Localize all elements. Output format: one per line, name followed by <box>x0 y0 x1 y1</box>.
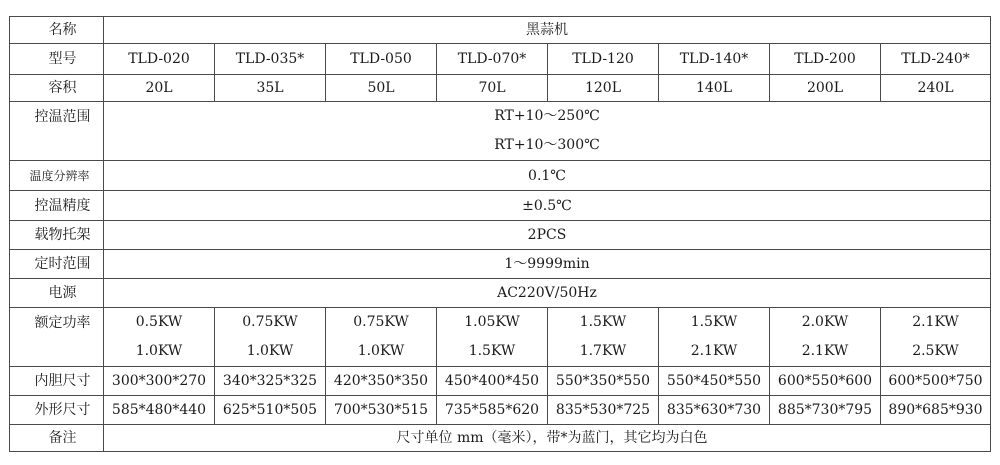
row-inner-size <box>10 367 991 396</box>
outer-size-cell: 835*630*730 <box>659 396 770 425</box>
capacity-cell: 240L <box>881 75 991 102</box>
inner-size-cell: 550*350*550 <box>548 367 659 396</box>
outer-size-cell: 625*510*505 <box>215 396 326 425</box>
temp-accuracy-value: ±0.5℃ <box>104 191 991 221</box>
capacity-cell: 35L <box>215 75 326 102</box>
rated-power-high: 1.7KW <box>579 343 627 359</box>
label-remarks: 备注 <box>10 425 104 452</box>
rated-power-low: 2.1KW <box>912 314 959 330</box>
row-power <box>10 279 991 308</box>
row-outer-size <box>10 396 991 425</box>
rated-power-high: 1.0KW <box>357 343 405 359</box>
rated-power-cell <box>659 308 770 367</box>
label-name: 名称 <box>10 17 104 44</box>
row-temp-accuracy <box>10 191 991 221</box>
label-power: 电源 <box>10 279 104 308</box>
capacity-cell: 20L <box>104 75 215 102</box>
outer-size-cell: 585*480*440 <box>104 396 215 425</box>
capacity-cell: 120L <box>548 75 659 102</box>
outer-size-cell: 890*685*930 <box>881 396 991 425</box>
row-rated-power <box>10 308 991 367</box>
model-cell: TLD-035* <box>215 44 326 75</box>
label-model: 型号 <box>10 44 104 75</box>
rated-power-low: 0.75KW <box>242 314 298 330</box>
row-timer <box>10 250 991 279</box>
label-temp-accuracy: 控温精度 <box>10 191 104 221</box>
rated-power-low: 1.5KW <box>690 314 738 330</box>
temp-range-cell <box>104 102 991 161</box>
rated-power-high: 1.5KW <box>468 343 516 359</box>
inner-size-cell: 550*450*550 <box>659 367 770 396</box>
row-capacity <box>10 75 991 102</box>
row-remarks <box>10 425 991 452</box>
capacity-cell: 70L <box>437 75 548 102</box>
rated-power-low: 0.75KW <box>353 314 409 330</box>
rated-power-low: 1.05KW <box>464 314 520 330</box>
outer-size-cell: 835*530*725 <box>548 396 659 425</box>
rated-power-cell <box>326 308 437 367</box>
label-temp-resolution: 温度分辨率 <box>10 161 104 191</box>
inner-size-cell: 450*400*450 <box>437 367 548 396</box>
rated-power-cell <box>104 308 215 367</box>
label-inner-size: 内胆尺寸 <box>10 367 104 396</box>
rated-power-low: 1.5KW <box>579 314 627 330</box>
outer-size-cell: 735*585*620 <box>437 396 548 425</box>
rated-power-cell <box>770 308 881 367</box>
rated-power-high: 2.1KW <box>690 343 738 359</box>
label-shelf: 载物托架 <box>10 221 104 250</box>
inner-size-cell: 600*500*750 <box>881 367 991 396</box>
inner-size-cell: 340*325*325 <box>215 367 326 396</box>
capacity-cell: 200L <box>770 75 881 102</box>
spec-table <box>9 16 991 452</box>
row-temp-range <box>10 102 991 161</box>
outer-size-cell: 700*530*515 <box>326 396 437 425</box>
rated-power-cell <box>548 308 659 367</box>
model-cell: TLD-200 <box>770 44 881 75</box>
rated-power-low: 0.5KW <box>135 314 183 330</box>
rated-power-cell <box>437 308 548 367</box>
label-temp-range: 控温范围 <box>10 102 104 161</box>
capacity-cell: 50L <box>326 75 437 102</box>
row-models <box>10 44 991 75</box>
rated-power-high: 2.5KW <box>912 343 959 359</box>
label-outer-size: 外形尺寸 <box>10 396 104 425</box>
inner-size-cell: 300*300*270 <box>104 367 215 396</box>
power-value: AC220V/50Hz <box>104 279 991 308</box>
inner-size-cell: 600*550*600 <box>770 367 881 396</box>
model-cell: TLD-050 <box>326 44 437 75</box>
temp-range-line-2: RT+10～300℃ <box>494 137 600 153</box>
product-name: 黑蒜机 <box>104 17 991 44</box>
temp-resolution-value: 0.1℃ <box>104 161 991 191</box>
capacity-cell: 140L <box>659 75 770 102</box>
label-rated-power: 额定功率 <box>10 308 104 367</box>
rated-power-high: 1.0KW <box>135 343 183 359</box>
inner-size-cell: 420*350*350 <box>326 367 437 396</box>
rated-power-cell <box>881 308 991 367</box>
rated-power-low: 2.0KW <box>801 314 849 330</box>
row-temp-resolution <box>10 161 991 191</box>
row-name <box>10 17 991 44</box>
model-cell: TLD-020 <box>104 44 215 75</box>
model-cell: TLD-120 <box>548 44 659 75</box>
model-cell: TLD-240* <box>881 44 991 75</box>
label-capacity: 容积 <box>10 75 104 102</box>
rated-power-cell <box>215 308 326 367</box>
model-cell: TLD-140* <box>659 44 770 75</box>
timer-value: 1～9999min <box>104 250 991 279</box>
model-cell: TLD-070* <box>437 44 548 75</box>
temp-range-line-1: RT+10～250℃ <box>494 108 600 124</box>
outer-size-cell: 885*730*795 <box>770 396 881 425</box>
remarks-value: 尺寸单位 mm（毫米），带*为蓝门，其它均为白色 <box>104 425 991 452</box>
rated-power-high: 1.0KW <box>246 343 294 359</box>
shelf-value: 2PCS <box>104 221 991 250</box>
label-timer: 定时范围 <box>10 250 104 279</box>
rated-power-high: 2.1KW <box>801 343 849 359</box>
row-shelf <box>10 221 991 250</box>
